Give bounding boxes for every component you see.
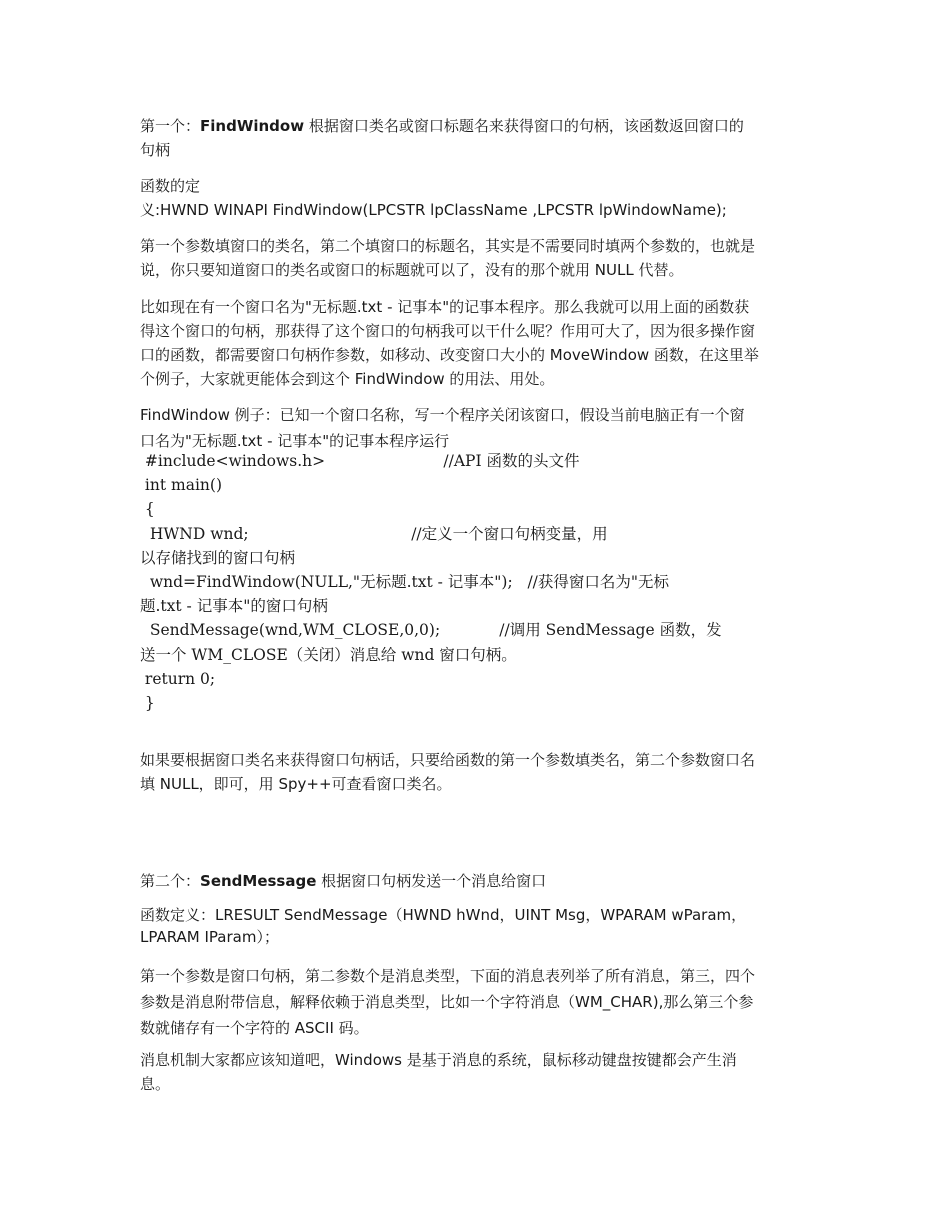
params-line-1: 第一个参数是窗口句柄，第二参数个是消息类型，下面的消息表列举了所有消息，第三，四个	[140, 967, 756, 985]
mechanism-line-2: 息。	[140, 1075, 171, 1093]
code-line: HWND wnd; //定义一个窗口句柄变量，用	[140, 524, 608, 543]
section2-desc: 根据窗口句柄发送一个消息给窗口	[316, 872, 547, 890]
example-intro	[140, 402, 812, 454]
section1-function-name: FindWindow	[200, 117, 305, 135]
example-line-3: 口的函数，都需要窗口句柄作参数，如移动、改变窗口大小的 MoveWindow 函数，在这里举	[140, 346, 759, 364]
code-line: 以存储找到的窗口句柄	[140, 548, 296, 567]
code-line: int main()	[140, 476, 222, 495]
section1-desc-cont: 句柄	[140, 141, 171, 159]
section1-example-paragraph	[140, 295, 812, 391]
code-line: 题.txt - 记事本"的窗口句柄	[140, 597, 328, 616]
example-line-1: 比如现在有一个窗口名为"无标题.txt - 记事本"的记事本程序。那么我就可以用上面的函数获	[140, 298, 750, 316]
mechanism-line-1: 消息机制大家都应该知道吧，Windows 是基于消息的系统，鼠标移动键盘按键都会产生消	[140, 1051, 737, 1069]
code-line: }	[140, 694, 155, 713]
section1-desc: 根据窗口类名或窗口标题名来获得窗口的句柄，该函数返回窗口的	[304, 117, 744, 135]
section2-mechanism-paragraph	[140, 1048, 812, 1096]
section2-function-name: SendMessage	[200, 872, 317, 890]
definition-line-1: 函数的定	[140, 177, 201, 195]
params-line-2: 参数是消息附带信息，解释依赖于消息类型，比如一个字符消息（WM_CHAR),那么第三个参	[140, 993, 754, 1011]
section1-prefix: 第一个：	[140, 117, 201, 135]
section1-definition	[140, 174, 812, 222]
section2-params-paragraph	[140, 963, 812, 1041]
code-line: #include<windows.h> //API 函数的头文件	[140, 452, 580, 470]
params-line-2: 说，你只要知道窗口的类名或窗口的标题就可以了，没有的那个就用 NULL 代替。	[140, 261, 684, 279]
example-line-2: 得这个窗口的句柄，那获得了这个窗口的句柄我可以干什么呢？作用可大了，因为很多操作窗	[140, 322, 756, 340]
example-line-4: 个例子，大家就更能体会到这个 FindWindow 的用法、用处。	[140, 370, 555, 388]
code-line: 送一个 WM_CLOSE（关闭）消息给 wnd 窗口句柄。	[140, 645, 517, 664]
note-line-2: 填 NULL，即可，用 Spy++可查看窗口类名。	[140, 775, 452, 793]
code-line: {	[140, 500, 155, 519]
section2-definition	[140, 904, 812, 948]
example-intro-line-2: 口名为"无标题.txt - 记事本"的记事本程序运行	[140, 432, 450, 450]
code-line: wnd=FindWindow(NULL,"无标题.txt - 记事本"); //获得窗口名为"无标	[140, 573, 670, 592]
definition-line-2: 义:HWND WINAPI FindWindow(LPCSTR lpClassName ,LPCSTR lpWindowName);	[140, 201, 727, 219]
section2-prefix: 第二个：	[140, 872, 201, 890]
note-line-1: 如果要根据窗口类名来获得窗口句柄话，只要给函数的第一个参数填类名，第二个参数窗口名	[140, 751, 756, 769]
section1-heading	[140, 114, 812, 162]
definition-line-1: 函数定义：LRESULT SendMessage（HWND hWnd，UINT Msg，WPARAM wParam，	[140, 906, 747, 924]
code-line: return 0;	[140, 669, 216, 688]
classname-note	[140, 748, 812, 796]
definition-line-2: LPARAM IParam）；	[140, 928, 279, 946]
params-line-3: 数就储存有一个字符的 ASCII 码。	[140, 1019, 369, 1037]
section1-params-paragraph	[140, 234, 812, 282]
code-block	[140, 449, 820, 715]
code-line: SendMessage(wnd,WM_CLOSE,0,0); //调用 SendMessage 函数，发	[140, 621, 722, 640]
params-line-1: 第一个参数填窗口的类名，第二个填窗口的标题名，其实是不需要同时填两个参数的，也就是	[140, 237, 756, 255]
section2-heading	[140, 869, 812, 893]
example-intro-line-1: FindWindow 例子：已知一个窗口名称，写一个程序关闭该窗口，假设当前电脑正有一个窗	[140, 406, 745, 424]
